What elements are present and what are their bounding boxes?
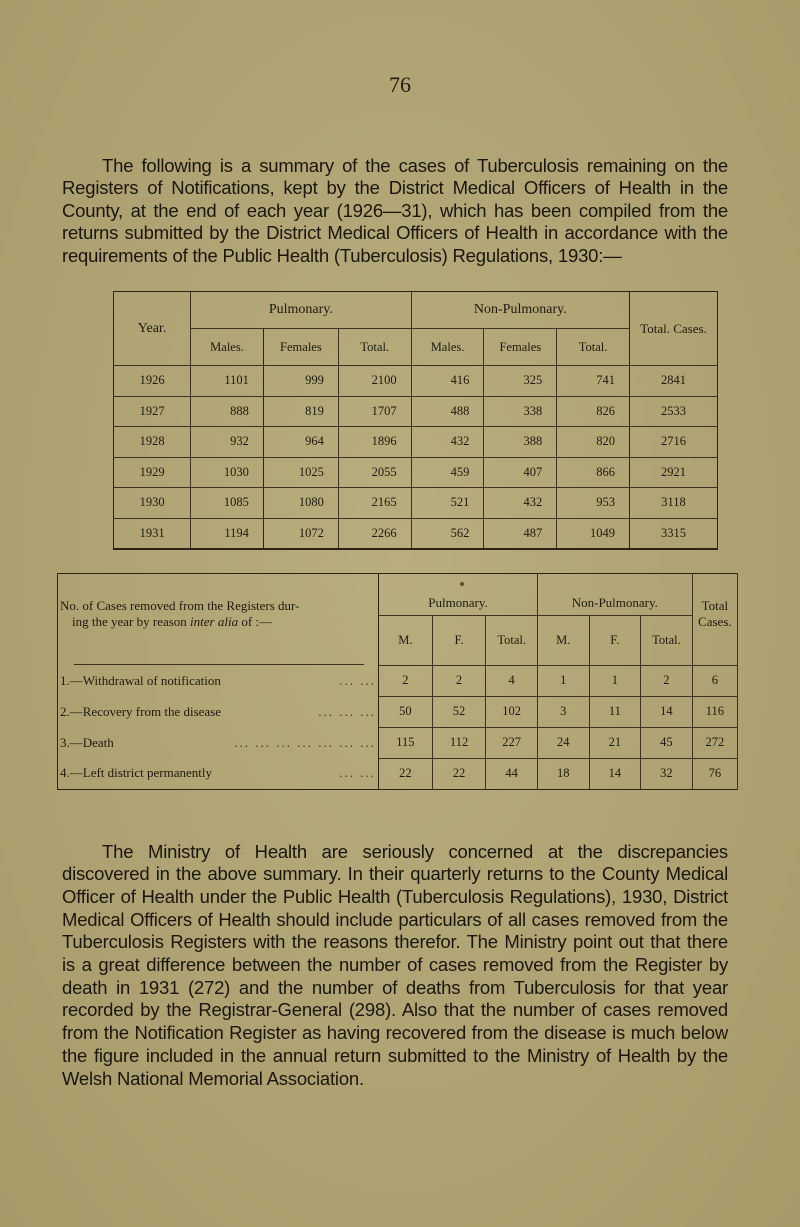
intro-paragraph — [62, 155, 728, 268]
cell-pulm-males: 888 — [191, 396, 264, 427]
cell-reason — [58, 665, 379, 696]
leader-dots: ... ... ... ... ... ... ... — [234, 734, 377, 750]
header-pulmonary: Pulmonary. — [379, 574, 538, 616]
cell-pulm-total: 102 — [486, 696, 538, 727]
cell-pulm-total: 1707 — [338, 396, 411, 427]
cell-pulm-females: 999 — [263, 366, 338, 397]
reason-label: 3.—Death — [60, 734, 114, 750]
cell-total-cases: 2921 — [629, 457, 717, 488]
cell-total-cases: 272 — [692, 727, 737, 758]
discussion-paragraph — [62, 841, 728, 1091]
header-non-pulmonary: Non-Pulmonary. — [411, 292, 629, 329]
cell-nonpulm-m: 1 — [537, 665, 589, 696]
summary-header-row-1 — [114, 292, 718, 329]
header-label-italic: inter alia — [190, 614, 239, 629]
cell-total-cases: 2841 — [629, 366, 717, 397]
header-nonpulm-total: Total. — [641, 615, 693, 665]
cell-nonpulm-males: 521 — [411, 488, 484, 519]
cell-nonpulm-females: 388 — [484, 427, 557, 458]
header-pulm-m: M. — [379, 615, 433, 665]
cell-pulm-total: 227 — [486, 727, 538, 758]
cell-pulm-m: 22 — [379, 758, 433, 789]
header-nonpulm-f: F. — [589, 615, 641, 665]
reason-label: 1.—Withdrawal of notification — [60, 672, 221, 688]
removal-header-row-1 — [58, 574, 738, 616]
cell-nonpulm-f: 21 — [589, 727, 641, 758]
cell-nonpulm-males: 432 — [411, 427, 484, 458]
cell-nonpulm-females: 325 — [484, 366, 557, 397]
cell-pulm-females: 1072 — [263, 518, 338, 549]
cell-nonpulm-total: 14 — [641, 696, 693, 727]
cell-nonpulm-males: 488 — [411, 396, 484, 427]
cell-nonpulm-total: 953 — [557, 488, 630, 519]
header-pulm-total: Total. — [486, 615, 538, 665]
cell-pulm-f: 22 — [432, 758, 486, 789]
table-row — [114, 427, 718, 458]
cell-reason — [58, 758, 379, 789]
cell-total-cases: 116 — [692, 696, 737, 727]
table-row — [114, 396, 718, 427]
header-removal-reason — [58, 574, 379, 666]
cell-nonpulm-females: 432 — [484, 488, 557, 519]
cell-pulm-total: 2165 — [338, 488, 411, 519]
cell-nonpulm-females: 407 — [484, 457, 557, 488]
header-label-text: ing the year by reason — [72, 614, 191, 629]
cell-nonpulm-m: 24 — [537, 727, 589, 758]
cell-pulm-females: 1080 — [263, 488, 338, 519]
cell-pulm-males: 1030 — [191, 457, 264, 488]
header-pulm-total: Total. — [338, 329, 411, 366]
header-label-line-2 — [60, 614, 372, 630]
cell-nonpulm-total: 32 — [641, 758, 693, 789]
cell-total-cases: 2716 — [629, 427, 717, 458]
table-row — [114, 488, 718, 519]
leader-dots: ... ... — [339, 765, 377, 781]
table-row — [58, 696, 738, 727]
cell-nonpulm-total: 866 — [557, 457, 630, 488]
table-row — [58, 665, 738, 696]
cell-year: 1930 — [114, 488, 191, 519]
header-total-cases — [692, 574, 737, 666]
cell-reason — [58, 696, 379, 727]
cell-year: 1931 — [114, 518, 191, 549]
header-nonpulm-males: Males. — [411, 329, 484, 366]
leader-dots: ... ... — [339, 672, 377, 688]
cell-pulm-total: 4 — [486, 665, 538, 696]
cell-year: 1929 — [114, 457, 191, 488]
cell-pulm-m: 115 — [379, 727, 433, 758]
header-total-line-2: Cases. — [698, 614, 732, 629]
table-row — [114, 366, 718, 397]
discussion-text: The Ministry of Health are seriously concerned at the discrepancies discovered in the above summary. In their quarterly returns to the County Medical Officer of Health under the Public Health (Tuberculosis Regulations), 1930, District Medical Officers of Health should include particulars of all cases removed from the Tuberculosis Registers with the reasons therefor. The Ministry point out that there is a great difference between the number of cases removed from the Register by death in 1931 (272) and the number of deaths from Tuberculosis for that year recorded by the Registrar-General (298). Also that the number of cases removed from the Notification Register as having recovered from the disease is much below the figure included in the annual return submitted to the Ministry of Health by the Welsh National Memorial Association. — [62, 840, 728, 1089]
table-row — [58, 758, 738, 789]
cell-pulm-males: 1085 — [191, 488, 264, 519]
reason-label: 4.—Left district permanently — [60, 765, 212, 781]
cell-pulm-total: 1896 — [338, 427, 411, 458]
cell-total-cases: 3118 — [629, 488, 717, 519]
cell-total-cases: 76 — [692, 758, 737, 789]
cell-nonpulm-total: 826 — [557, 396, 630, 427]
cell-pulm-males: 1101 — [191, 366, 264, 397]
header-year: Year. — [114, 292, 191, 366]
cell-nonpulm-m: 18 — [537, 758, 589, 789]
cell-pulm-males: 1194 — [191, 518, 264, 549]
cell-pulm-males: 932 — [191, 427, 264, 458]
cell-nonpulm-total: 820 — [557, 427, 630, 458]
reason-label: 2.—Recovery from the disease — [60, 703, 222, 719]
header-pulm-f: F. — [432, 615, 486, 665]
cell-pulm-total: 2055 — [338, 457, 411, 488]
cell-nonpulm-total: 1049 — [557, 518, 630, 549]
cell-pulm-f: 52 — [432, 696, 486, 727]
cell-year: 1928 — [114, 427, 191, 458]
cell-total-cases: 6 — [692, 665, 737, 696]
cell-total-cases: 2533 — [629, 396, 717, 427]
header-nonpulm-m: M. — [537, 615, 589, 665]
cell-nonpulm-f: 14 — [589, 758, 641, 789]
cell-nonpulm-total: 741 — [557, 366, 630, 397]
cell-year: 1926 — [114, 366, 191, 397]
cell-nonpulm-females: 487 — [484, 518, 557, 549]
summary-header-row-2 — [114, 329, 718, 366]
cell-pulm-total: 44 — [486, 758, 538, 789]
cell-pulm-f: 2 — [432, 665, 486, 696]
cell-nonpulm-total: 2 — [641, 665, 693, 696]
header-nonpulm-total: Total. — [557, 329, 630, 366]
header-pulm-females: Females — [263, 329, 338, 366]
header-label-suffix: of :— — [238, 614, 273, 629]
table-row — [114, 457, 718, 488]
header-pulm-males: Males. — [191, 329, 264, 366]
table-row — [114, 518, 718, 549]
cell-year: 1927 — [114, 396, 191, 427]
cell-nonpulm-total: 45 — [641, 727, 693, 758]
cell-nonpulm-males: 459 — [411, 457, 484, 488]
cell-pulm-m: 2 — [379, 665, 433, 696]
header-label-line-1: No. of Cases removed from the Registers dur- — [60, 598, 300, 613]
cell-pulm-total: 2266 — [338, 518, 411, 549]
header-non-pulmonary: Non-Pulmonary. — [537, 574, 692, 616]
intro-text: The following is a summary of the cases of Tuberculosis remaining on the Registers of Notifications, kept by the District Medical Officers of Health in the County, at the end of each year (1926—31), which has been compiled from the returns submitted by the District Medical Officers of Health in accordance with the requirements of the Public Health (Tuberculosis) Regulations, 1930:— — [62, 154, 728, 266]
cell-nonpulm-f: 1 — [589, 665, 641, 696]
cell-pulm-m: 50 — [379, 696, 433, 727]
cases-removed-table — [57, 573, 738, 790]
header-total-line-1: Total — [701, 598, 729, 613]
cell-pulm-total: 2100 — [338, 366, 411, 397]
table-row — [58, 727, 738, 758]
header-nonpulm-females: Females — [484, 329, 557, 366]
page-number: 76 — [389, 72, 411, 97]
leader-dots: ... ... ... — [318, 703, 377, 719]
cell-pulm-f: 112 — [432, 727, 486, 758]
header-total-cases: Total. Cases. — [629, 292, 717, 366]
cell-pulm-females: 1025 — [263, 457, 338, 488]
cell-reason — [58, 727, 379, 758]
cell-nonpulm-males: 562 — [411, 518, 484, 549]
cell-nonpulm-m: 3 — [537, 696, 589, 727]
cell-nonpulm-f: 11 — [589, 696, 641, 727]
tb-summary-table — [113, 291, 718, 550]
cell-nonpulm-males: 416 — [411, 366, 484, 397]
cell-pulm-females: 819 — [263, 396, 338, 427]
cell-total-cases: 3315 — [629, 518, 717, 549]
cell-nonpulm-females: 338 — [484, 396, 557, 427]
header-pulmonary: Pulmonary. — [191, 292, 412, 329]
cell-pulm-females: 964 — [263, 427, 338, 458]
